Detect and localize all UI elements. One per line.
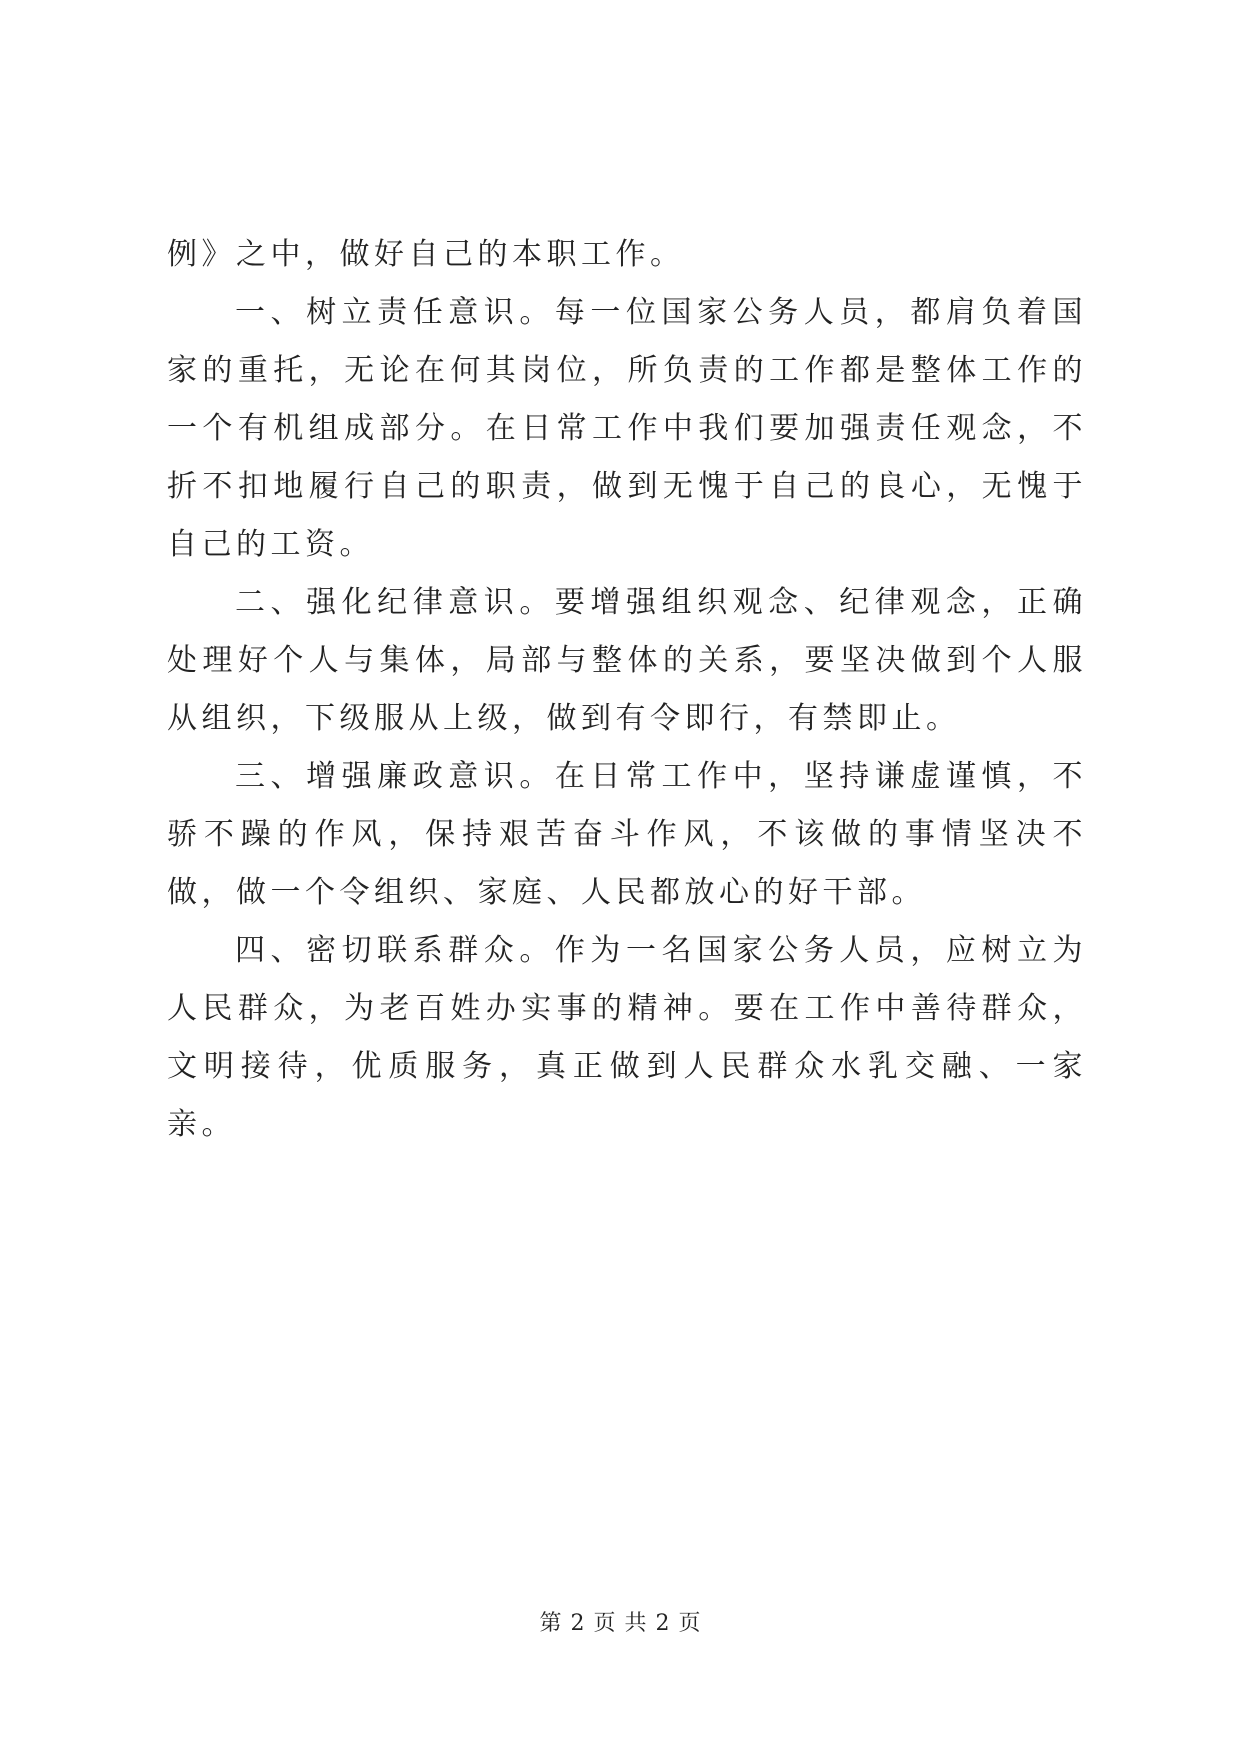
document-body xyxy=(167,226,1087,1154)
paragraph-responsibility: 一、树立责任意识。每一位国家公务人员，都肩负着国家的重托，无论在何其岗位，所负责的工作都是整体工作的一个有机组成部分。在日常工作中我们要加强责任观念，不折不扣地履行自己的职责，做到无愧于自己的良心，无愧于自己的工资。 xyxy=(167,295,1087,562)
paragraph-integrity: 三、增强廉政意识。在日常工作中，坚持谦虚谨慎，不骄不躁的作风，保持艰苦奋斗作风，不该做的事情坚决不做，做一个令组织、家庭、人民都放心的好干部。 xyxy=(167,759,1087,910)
paragraph-continuation: 例》之中，做好自己的本职工作。 xyxy=(167,237,685,272)
paragraph-discipline: 二、强化纪律意识。要增强组织观念、纪律观念，正确处理好个人与集体，局部与整体的关系，要坚决做到个人服从组织，下级服从上级，做到有令即行，有禁即止。 xyxy=(167,585,1087,736)
page-footer: 第 2 页 共 2 页 xyxy=(539,1611,702,1636)
paragraph-masses: 四、密切联系群众。作为一名国家公务人员，应树立为人民群众，为老百姓办实事的精神。要在工作中善待群众，文明接待，优质服务，真正做到人民群众水乳交融、一家亲。 xyxy=(167,933,1087,1142)
